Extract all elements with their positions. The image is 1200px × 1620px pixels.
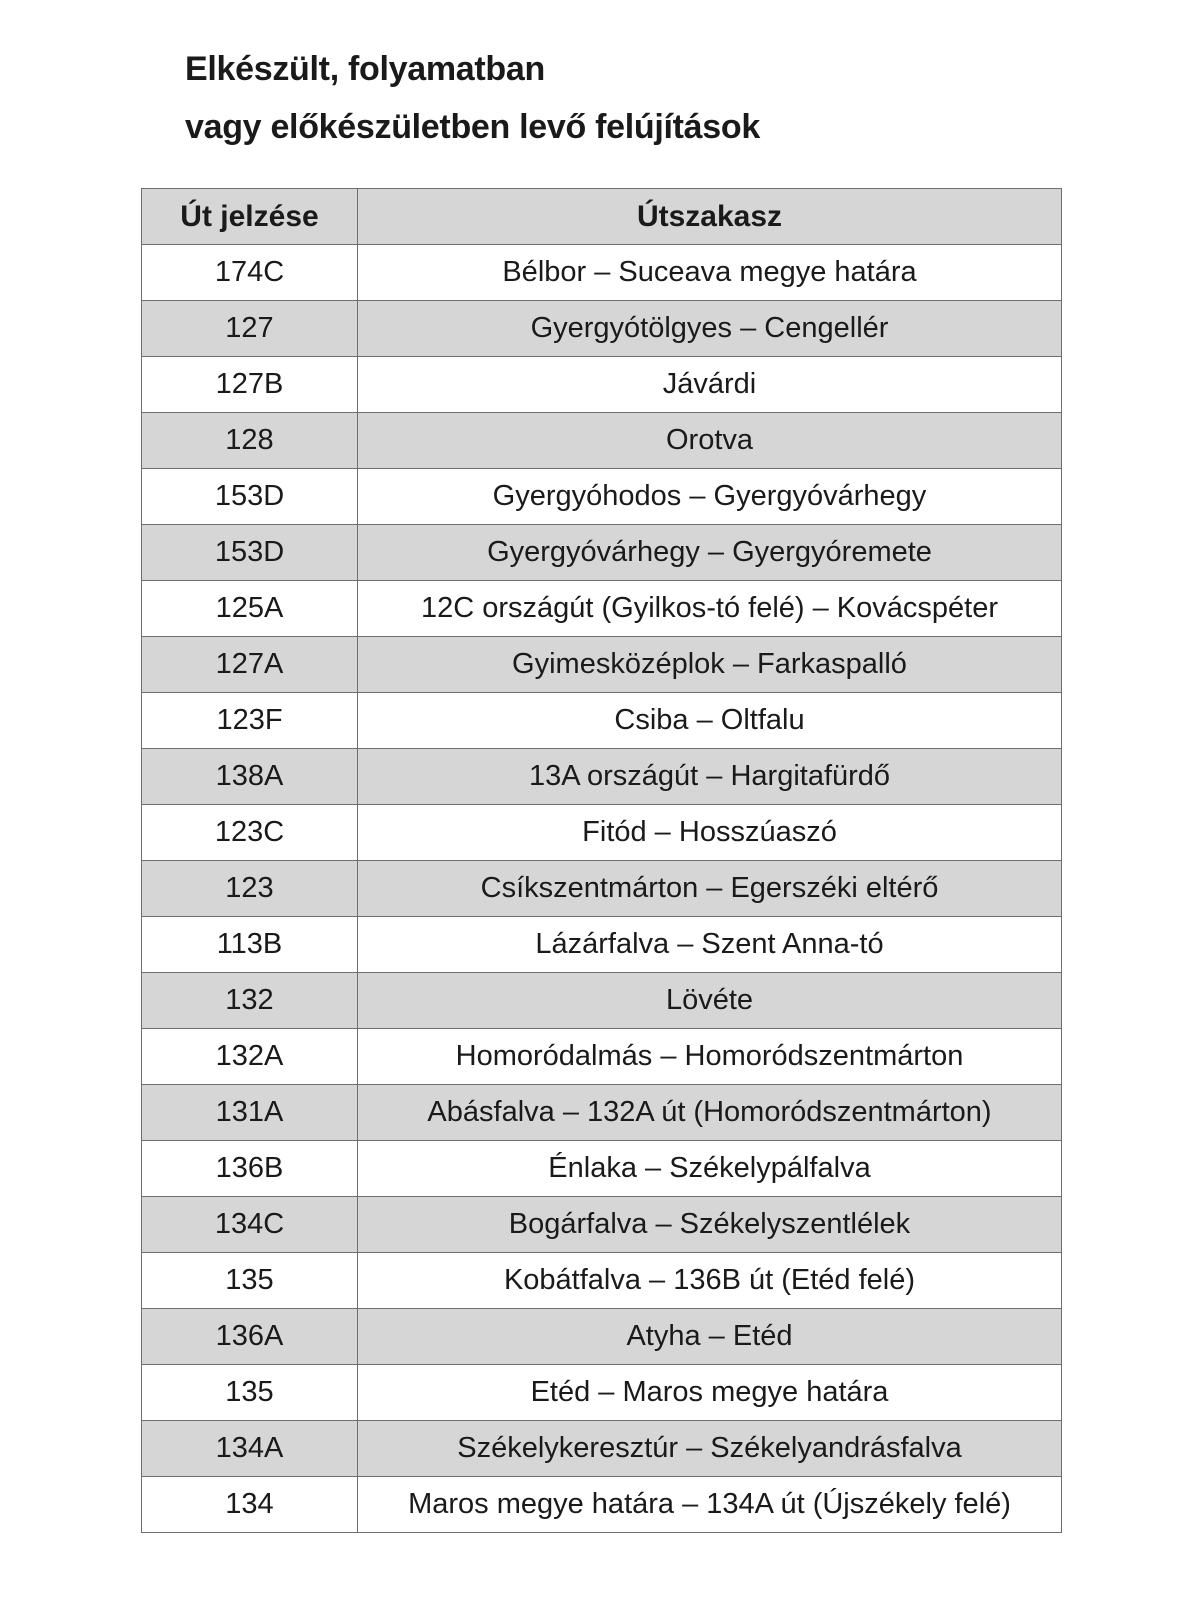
table-row (142, 301, 1062, 357)
road-section-cell: Lázárfalva – Szent Anna-tó (358, 917, 1062, 973)
road-code-cell: 135 (142, 1365, 358, 1421)
road-code-cell: 136B (142, 1141, 358, 1197)
table-row (142, 805, 1062, 861)
road-section-cell: Bélbor – Suceava megye határa (358, 245, 1062, 301)
table-row (142, 413, 1062, 469)
table-row (142, 581, 1062, 637)
road-code-cell: 138A (142, 749, 358, 805)
table-row (142, 1477, 1062, 1533)
road-code-cell: 153D (142, 525, 358, 581)
table-row (142, 1197, 1062, 1253)
table-row (142, 1029, 1062, 1085)
road-section-cell: Etéd – Maros megye határa (358, 1365, 1062, 1421)
road-section-cell: Bogárfalva – Székelyszentlélek (358, 1197, 1062, 1253)
road-code-cell: 134A (142, 1421, 358, 1477)
road-section-cell: Atyha – Etéd (358, 1309, 1062, 1365)
road-code-cell: 123C (142, 805, 358, 861)
road-section-cell: Jávárdi (358, 357, 1062, 413)
road-code-cell: 127 (142, 301, 358, 357)
table-row (142, 245, 1062, 301)
road-code-cell: 123F (142, 693, 358, 749)
road-code-cell: 131A (142, 1085, 358, 1141)
road-section-cell: 12C országút (Gyilkos-tó felé) – Kovácspéter (358, 581, 1062, 637)
road-section-cell: Énlaka – Székelypálfalva (358, 1141, 1062, 1197)
table-row (142, 749, 1062, 805)
road-code-cell: 127A (142, 637, 358, 693)
road-section-cell: Gyergyótölgyes – Cengellér (358, 301, 1062, 357)
road-code-cell: 123 (142, 861, 358, 917)
table-row (142, 693, 1062, 749)
table-row (142, 1253, 1062, 1309)
table-row (142, 917, 1062, 973)
table-row (142, 973, 1062, 1029)
header-road-code: Út jelzése (142, 189, 358, 245)
title-line-1: Elkészült, folyamatban (185, 50, 545, 88)
road-code-cell: 153D (142, 469, 358, 525)
table-row (142, 1085, 1062, 1141)
road-code-cell: 132 (142, 973, 358, 1029)
table-row (142, 1421, 1062, 1477)
road-section-cell: Homoródalmás – Homoródszentmárton (358, 1029, 1062, 1085)
table-row (142, 469, 1062, 525)
title-line-2: vagy előkészületben levő felújítások (185, 108, 760, 146)
road-section-cell: Gyergyóvárhegy – Gyergyóremete (358, 525, 1062, 581)
road-section-cell: Maros megye határa – 134A út (Újszékely felé) (358, 1477, 1062, 1533)
road-code-cell: 136A (142, 1309, 358, 1365)
road-renovation-table (141, 188, 1062, 1533)
road-code-cell: 113B (142, 917, 358, 973)
table-header-row (142, 189, 1062, 245)
road-code-cell: 127B (142, 357, 358, 413)
road-section-cell: Lövéte (358, 973, 1062, 1029)
header-road-section: Útszakasz (358, 189, 1062, 245)
table-row (142, 637, 1062, 693)
table-row (142, 1309, 1062, 1365)
road-section-cell: Orotva (358, 413, 1062, 469)
road-code-cell: 132A (142, 1029, 358, 1085)
table-row (142, 1365, 1062, 1421)
road-code-cell: 134C (142, 1197, 358, 1253)
page-title (185, 40, 1085, 156)
road-section-cell: Gyergyóhodos – Gyergyóvárhegy (358, 469, 1062, 525)
road-code-cell: 128 (142, 413, 358, 469)
table-row (142, 861, 1062, 917)
road-section-cell: Csíkszentmárton – Egerszéki eltérő (358, 861, 1062, 917)
road-section-cell: Kobátfalva – 136B út (Etéd felé) (358, 1253, 1062, 1309)
table-row (142, 525, 1062, 581)
road-code-cell: 125A (142, 581, 358, 637)
table-row (142, 357, 1062, 413)
road-section-cell: 13A országút – Hargitafürdő (358, 749, 1062, 805)
road-section-cell: Csiba – Oltfalu (358, 693, 1062, 749)
road-code-cell: 174C (142, 245, 358, 301)
table-body (142, 245, 1062, 1533)
road-code-cell: 134 (142, 1477, 358, 1533)
road-section-cell: Székelykeresztúr – Székelyandrásfalva (358, 1421, 1062, 1477)
road-code-cell: 135 (142, 1253, 358, 1309)
road-section-cell: Gyimesközéplok – Farkaspalló (358, 637, 1062, 693)
road-section-cell: Fitód – Hosszúaszó (358, 805, 1062, 861)
table-row (142, 1141, 1062, 1197)
road-section-cell: Abásfalva – 132A út (Homoródszentmárton) (358, 1085, 1062, 1141)
